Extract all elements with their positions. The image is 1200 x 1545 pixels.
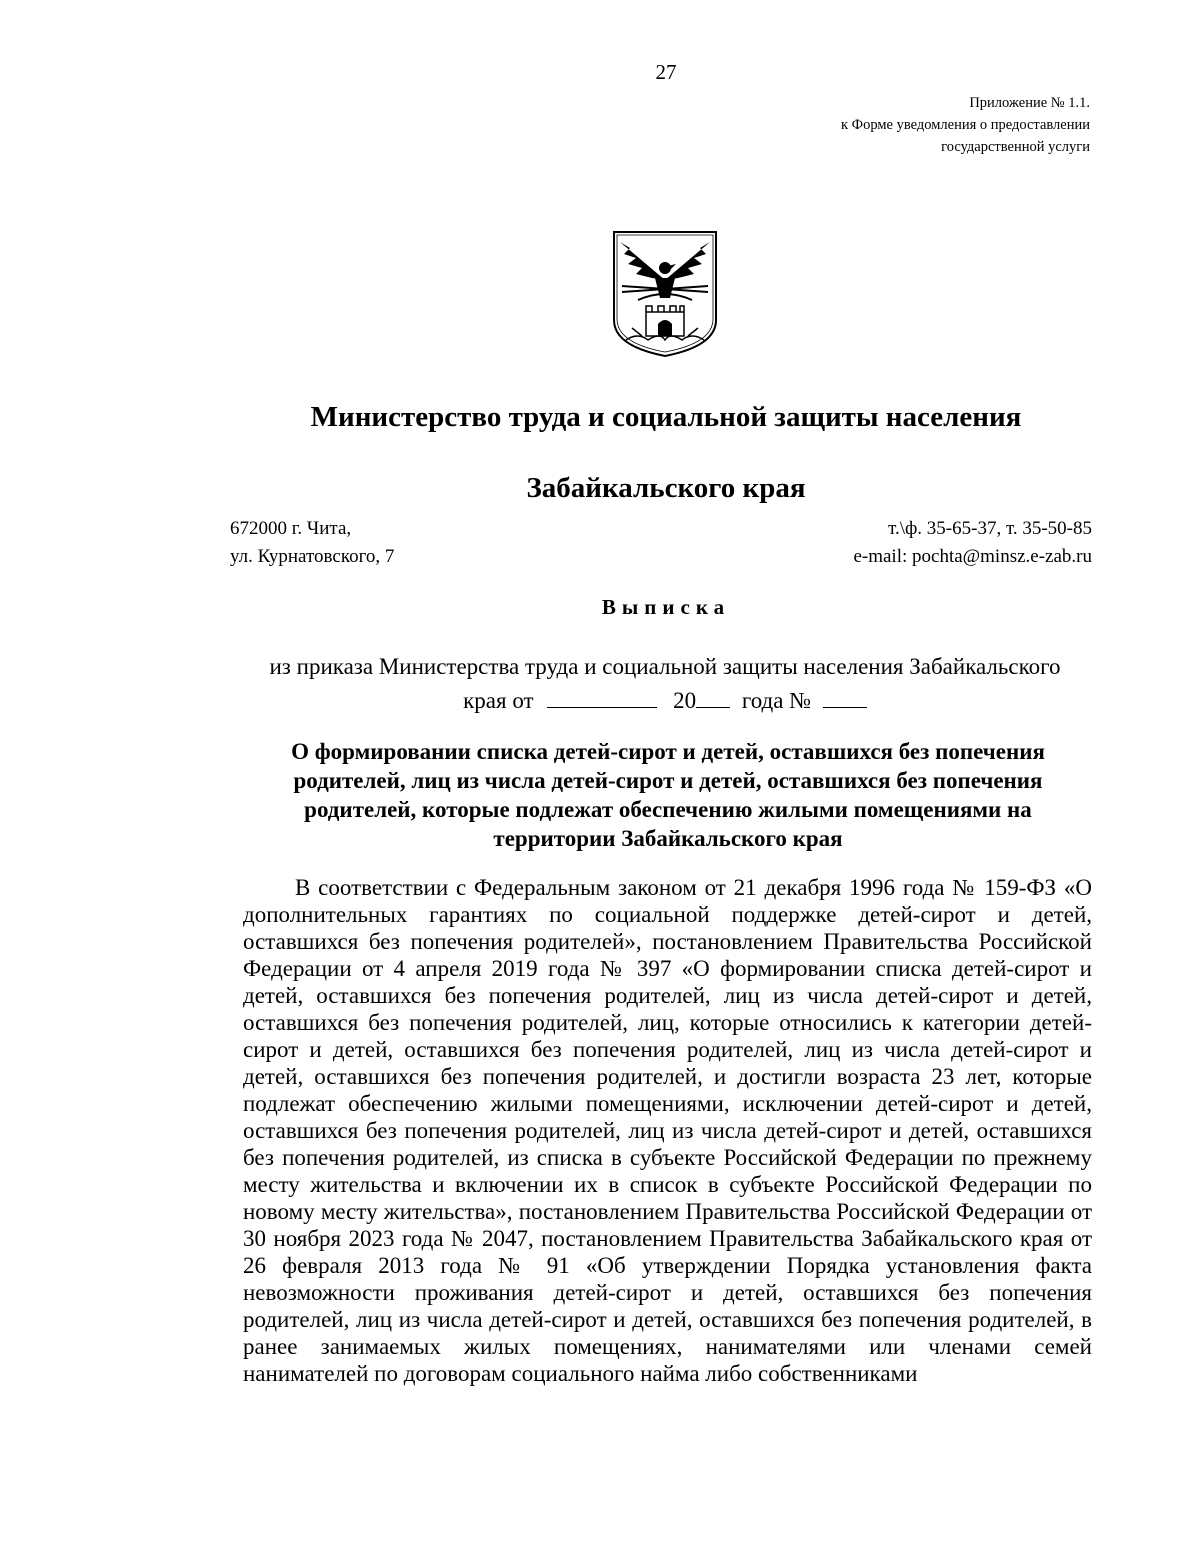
postal-address — [230, 515, 394, 571]
order-reference-line-1: из приказа Министерства труда и социальной защиты населения Забайкальского — [269, 654, 1061, 679]
annex-line-2: к Форме уведомления о предоставлении — [840, 117, 1090, 133]
order-subject-title: О формировании списка детей-сирот и детей, оставшихся без попечения родителей, лиц из числа детей-сирот и детей, оставшихся без попечения родителей, которые подлежат обеспечению жилыми помещениями на территории Забайкальского края — [291, 739, 1045, 851]
order-reference-line-2 — [238, 683, 1092, 717]
order-year-blank — [696, 683, 730, 708]
body-paragraph: В соответствии с Федеральным законом от 21 декабря 1996 года № 159-ФЗ «О дополнительных гарантиях по социальной поддержке детей-сирот и детей, оставшихся без попечения родителей», постановлением Правительства Российской Федерации от 4 апреля 2019 года № 397 «О формировании списка детей-сирот и детей, оставшихся без попечения родителей, лиц из числа детей-сирот и детей, оставшихся без попечения родителей, лиц, которые относились к категории детей-сирот и детей, оставшихся без попечения родителей, лиц из числа детей-сирот и детей, оставшихся без попечения родителей, и достигли возраста 23 лет, которые подлежат обеспечению жилыми помещениями, исключении детей-сирот и детей, оставшихся без попечения родителей, лиц из числа детей-сирот и детей, оставшихся без попечения родителей, из списка в субъекте Российской Федерации по прежнему месту жительства и включении их в список в субъекте Российской Федерации по новому месту жительства», постановлением Правительства Российской Федерации от 30 ноября 2023 года № 2047, постановлением Правительства Забайкальского края от 26 февраля 2013 года № 91 «Об утверждении Порядка установления факта невозможности проживания детей-сирот и детей, оставшихся без попечения родителей, лиц из числа детей-сирот и детей, оставшихся без попечения родителей, в ранее занимаемых жилых помещениях, нанимателями или членами семей нанимателей по договорам социального найма либо собственниками — [243, 875, 1092, 1386]
order-number-blank — [823, 683, 867, 708]
document-type-heading: Выписка — [601, 595, 731, 619]
contact-email: e-mail: pochta@minsz.e-zab.ru — [853, 546, 1092, 567]
order-number-label: года № — [741, 688, 812, 713]
page-number: 27 — [655, 60, 677, 84]
order-reference — [238, 650, 1092, 717]
annex-line-1: Приложение № 1.1. — [969, 95, 1090, 111]
annex-line-3: государственной услуги — [941, 139, 1090, 155]
order-date-prefix: края от — [463, 688, 534, 713]
annex-note — [841, 92, 1090, 158]
address-city: 672000 г. Чита, — [230, 518, 352, 539]
ministry-name-line-2: Забайкальского края — [526, 472, 806, 504]
ministry-name-line-1: Министерство труда и социальной защиты населения — [310, 401, 1022, 433]
coat-of-arms-emblem — [608, 228, 722, 358]
order-year-prefix: 20 — [673, 688, 697, 713]
contact-info — [853, 515, 1092, 571]
order-date-blank — [547, 683, 657, 708]
address-street: ул. Курнатовского, 7 — [230, 546, 395, 567]
contact-phone: т.\ф. 35-65-37, т. 35-50-85 — [888, 518, 1092, 539]
